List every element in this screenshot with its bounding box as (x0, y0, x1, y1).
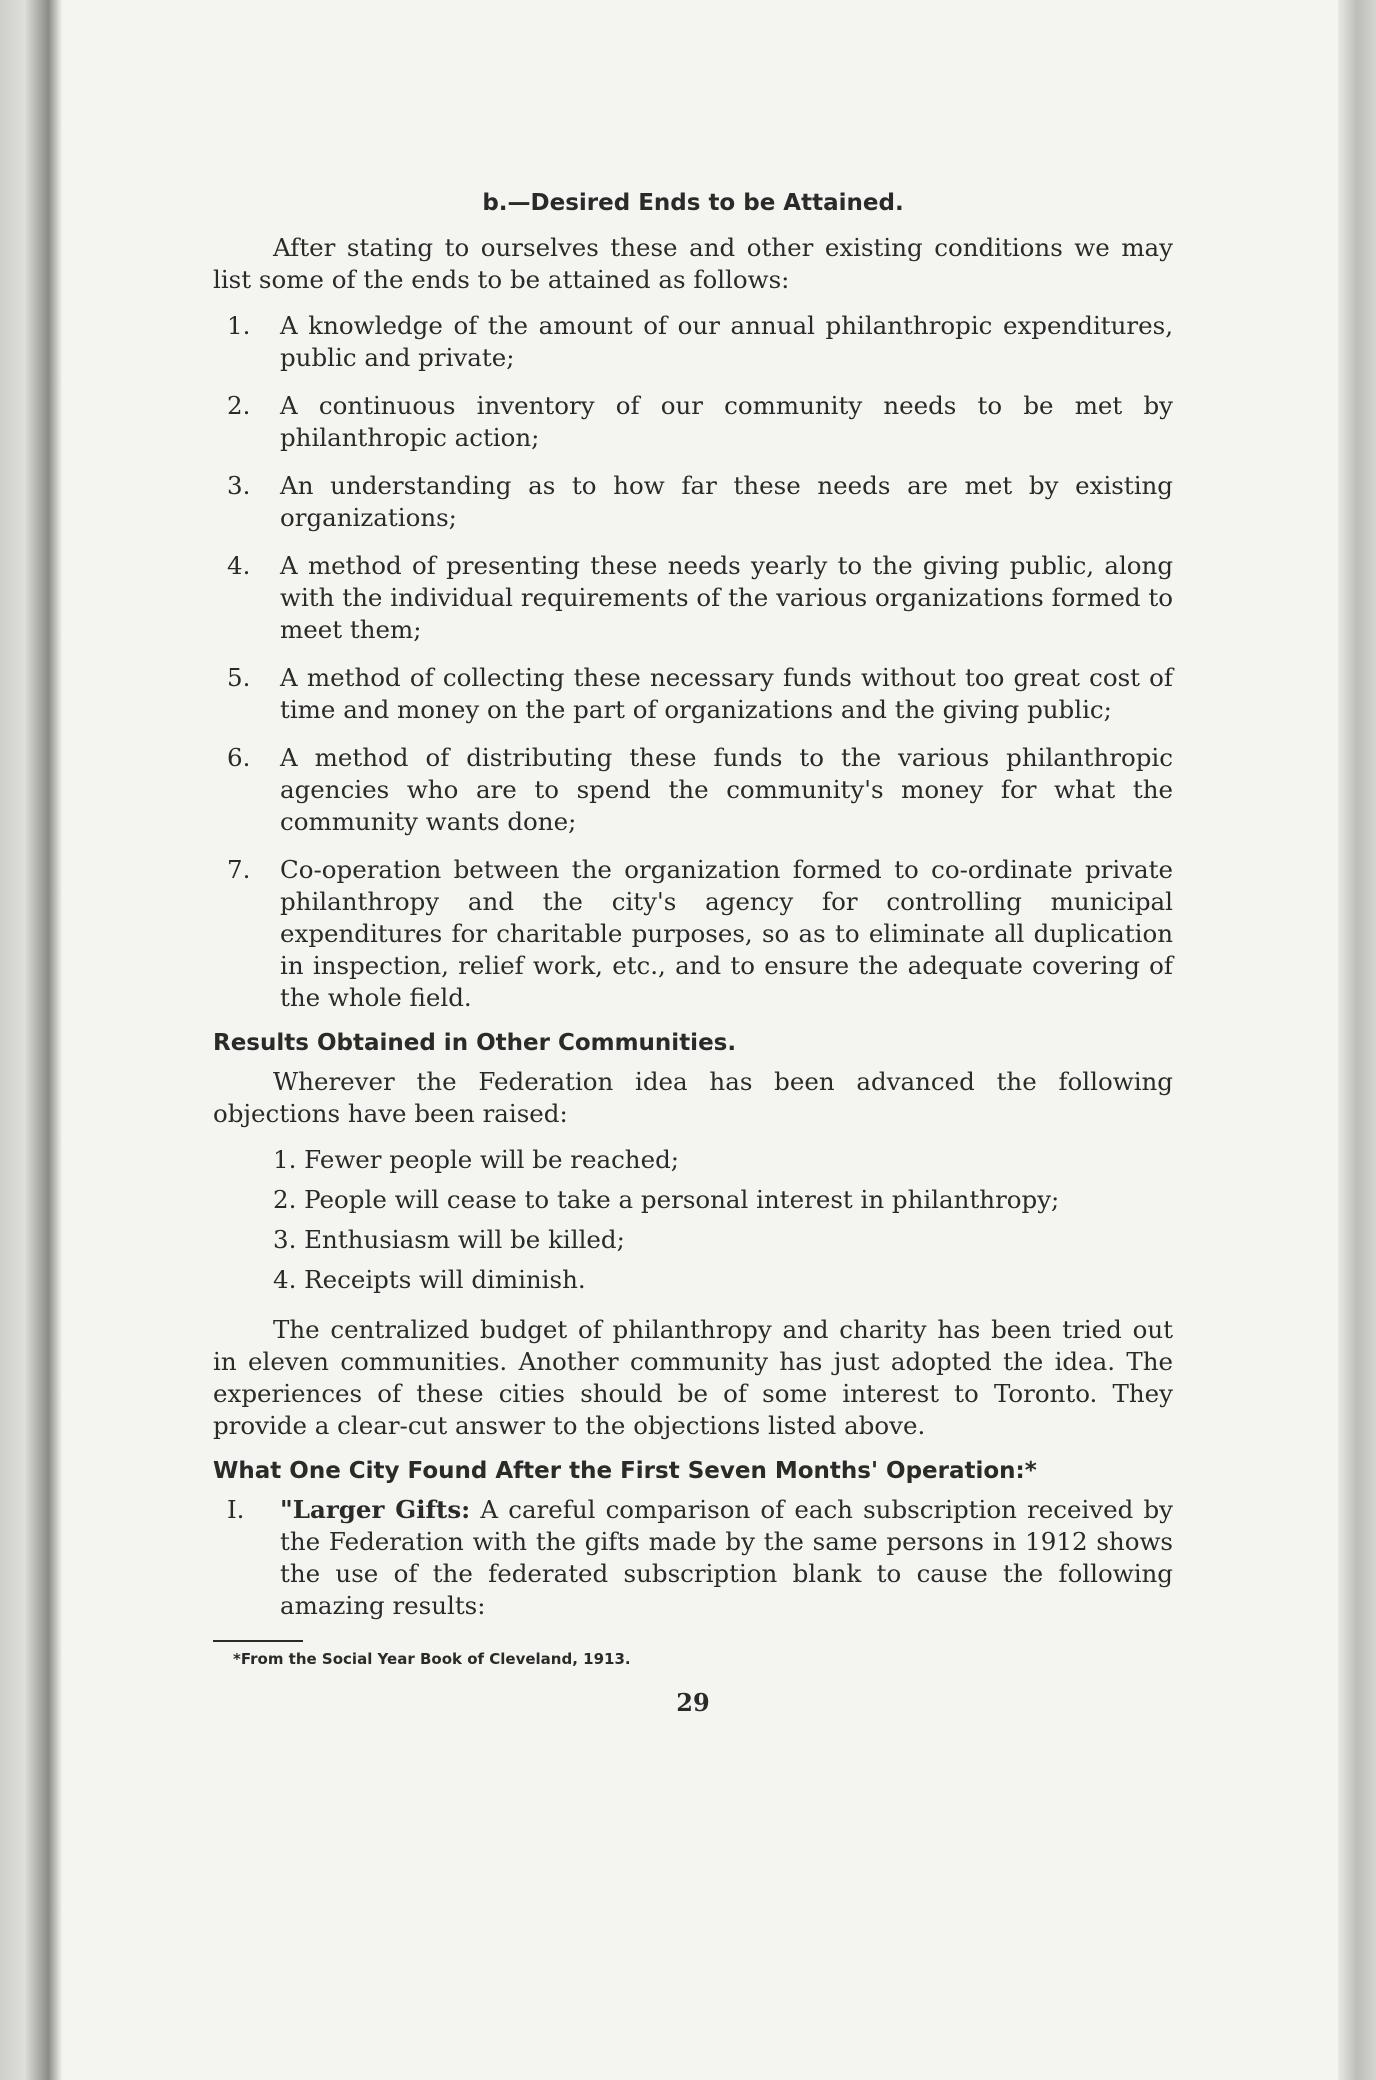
ends-list (213, 310, 1173, 1014)
finding-number: I. (227, 1495, 245, 1524)
list-item-number: 7. (227, 855, 251, 884)
finding-item (227, 1494, 1173, 1622)
page-right-edge (1338, 0, 1376, 2080)
section-heading-city: What One City Found After the First Seven Months' Operation:* (213, 1458, 1037, 1484)
list-item (227, 854, 1173, 1014)
footnote: *From the Social Year Book of Cleveland, 1913. (233, 1650, 631, 1668)
budget-paragraph: The centralized budget of philanthropy and charity has been tried out in eleven communities. Another community has just adopted the idea. The experiences of these cities should be of some interest to Toronto. They provide a clear-cut answer to the objections listed above. (213, 1315, 1173, 1440)
list-item-text: A knowledge of the amount of our annual philanthropic expenditures, public and private; (280, 311, 1173, 372)
list-item-number: 5. (227, 663, 251, 692)
objection-item: 3. Enthusiasm will be killed; (273, 1225, 625, 1254)
section-heading-results: Results Obtained in Other Communities. (213, 1030, 737, 1056)
findings-list (213, 1494, 1173, 1622)
list-item-number: 1. (227, 311, 251, 340)
list-item (227, 390, 1173, 454)
list-item-text: Co-operation between the organization formed to co-ordinate private philanthropy and the city's agency for controlling municipal expenditures for charitable purposes, so as to eliminate all duplication in inspection, relief work, etc., and to ensure the adequate covering of the whole field. (280, 855, 1173, 1012)
page-number: 29 (676, 1688, 710, 1717)
objection-item: 4. Receipts will diminish. (273, 1265, 586, 1294)
list-item (227, 662, 1173, 726)
finding-text: A careful comparison of each subscription received by the Federation with the gifts made by the same persons in 1912 shows the use of the federated subscription blank to cause the following amazing results: (280, 1495, 1173, 1620)
book-binding-edge (0, 0, 62, 2080)
objections-intro: Wherever the Federation idea has been advanced the following objections have been raised: (213, 1067, 1173, 1128)
page-content (213, 190, 1173, 1717)
list-item-text: A method of distributing these funds to the various philanthropic agencies who are to spend the community's money for what the community wants done; (280, 743, 1173, 836)
footnote-divider (213, 1640, 303, 1642)
intro-paragraph: After stating to ourselves these and other existing conditions we may list some of the ends to be attained as follows: (213, 233, 1173, 294)
list-item (227, 470, 1173, 534)
list-item-number: 6. (227, 743, 251, 772)
list-item-number: 3. (227, 471, 251, 500)
objection-item: 1. Fewer people will be reached; (273, 1145, 680, 1174)
list-item (227, 310, 1173, 374)
list-item-number: 4. (227, 551, 251, 580)
list-item-number: 2. (227, 391, 251, 420)
list-item-text: An understanding as to how far these needs are met by existing organizations; (280, 471, 1173, 532)
objections-list (213, 1144, 1173, 1296)
list-item (227, 550, 1173, 646)
section-heading-ends: b.—Desired Ends to be Attained. (482, 190, 904, 216)
objection-item: 2. People will cease to take a personal interest in philanthropy; (273, 1185, 1060, 1214)
list-item-text: A method of presenting these needs yearly to the giving public, along with the individual requirements of the various organizations formed to meet them; (280, 551, 1173, 644)
list-item-text: A method of collecting these necessary funds without too great cost of time and money on the part of organizations and the giving public; (280, 663, 1173, 724)
list-item (227, 742, 1173, 838)
finding-lead: "Larger Gifts: (280, 1495, 471, 1524)
list-item-text: A continuous inventory of our community needs to be met by philanthropic action; (280, 391, 1173, 452)
